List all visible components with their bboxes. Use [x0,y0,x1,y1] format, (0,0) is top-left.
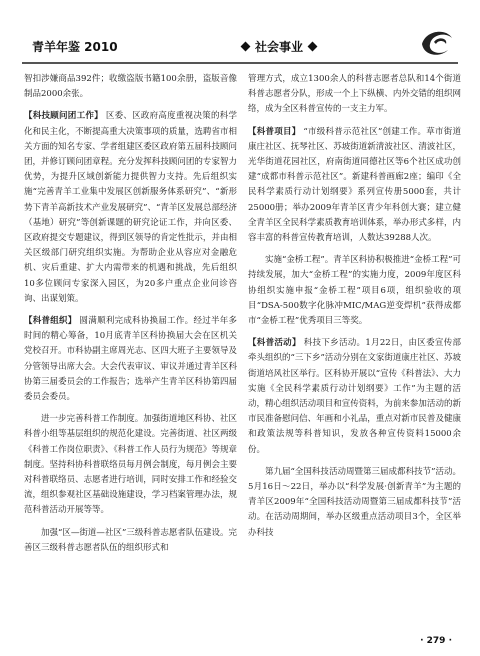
yearbook-title: 青羊年鉴 2010 [32,40,118,54]
paragraph: 第九届“全国科技活动周暨第三届成都科技节”活动。5月16日～22日，举办以“科学发展·创新青羊”为主题的青羊区2009年“全国科技活动周暨第三届成都科技节”活动。在活动周期间，举办区级重点活动项目3个，全区举办科技 [248,466,461,538]
paragraph-science-advisory [24,109,237,307]
paragraph: 进一步完善科普工作制度。加强街道地区科协、社区科普小组等基层组织的规范化建设。完善街道、社区两级《科普工作岗位职责》、《科普工作人员行为规范》等规章制度。坚持科协科普联络员每月例会制度，每月例会主要对科普联络员、志愿者进行培训，同时安排工作和经验交流，组织参观社区基础设施建设，学习档案管理办法，规范科普活动开展等等。 [24,414,237,516]
paragraph-science-org [24,314,237,405]
heading-science-org: 【科普组织】 [24,316,77,327]
paragraph-science-activities [248,336,461,458]
paragraph-text: 科技下乡活动。1月22日，由区委宣传部牵头组织的“三下乡”活动分别在文家街道康庄社区、苏坡街道培风社区举行。区科协开展以“宣传《科普法》、大力实施《全民科学素质行动计划纲要》工作”为主题的活动，精心组织活动项目和宣传资料，为前来参加活动的新市民准备慰问信、年画和小礼品，重点对新市民普及健康和政策法规等科普知识，发放各种宣传资料15000余份。 [248,338,461,455]
paragraph-text: 区委、区政府高度重视决策的科学化和民主化，不断提高重大决策事项的质量，选聘省市相关方面的知名专家、学者组建区委区政府第五届科技顾问团，并修订顾问团章程。充分发挥科技顾问团的专家智力优势，为提升区域创新能力提供智力支持。先后组织实施“完善青羊工业集中发展区创新服务体系研究”、“新形势下青羊高新技术产业发展研究”、“青羊区发展总部经济（基地）研究”等创新课题的研究论证工作，并向区委、区政府提交专题建议，得到区领导的肯定性批示，并由相关区级部门研究组织实施。为帮助企业从容应对金融危机、灾后重建、扩大内需带来的机遇和挑战，先后组织10多位顾问专家深入园区，为20多户重点企业问诊咨询、出谋划策。 [24,111,237,304]
left-column [24,72,237,563]
page-header [22,30,458,58]
page-number: · 279 · [420,636,452,646]
heading-science-activities: 【科普活动】 [248,338,301,349]
heading-science-advisory: 【科技顾问团工作】 [24,111,103,122]
diamond-icon [308,42,318,52]
diamond-icon [241,42,251,52]
yearbook-logo-icon [416,24,458,60]
paragraph-text: “市级科普示范社区”创建工作。草市街道康庄社区、抚琴社区、苏坡街道新清波社区、清波社区，光华街道花园社区，府南街道同德社区等6个社区成功创建“成都市科普示范社区”。新建科普画廊2座；编印《全民科学素质行动计划纲要》系列宣传册5000套，共计25000册；举办2009年青羊区青少年科创大赛；建立健全青羊区全民科学素质教育培训体系，举办形式多样，内容丰富的科普宣传教育培训，人数达39288人次。 [248,126,461,244]
section-title [242,38,316,55]
heading-science-projects: 【科普项目】 [248,126,301,137]
header-rule [22,62,458,64]
paragraph-text: 圆满顺利完成科协换届工作。经过半年多时间的精心筹备，10月底青羊区科协换届大会在区机关党校召开。市科协副主席周光志、区四大班子主要领导及分管领导出席大会。大会代表审议、审议并通过青羊区科协第三届委员会的工作报告；选举产生青羊区科协第四届委员会委员。 [24,316,237,403]
paragraph: 加强“区—街道—社区”三级科普志愿者队伍建设。完善区三级科普志愿者队伍的组织形式和 [24,527,237,553]
paragraph: 实施“金桥工程”。青羊区科协积极推进“金桥工程”可持续发展，加大“金桥工程”的实施力度，2009年度区科协组织实施申报“金桥工程”项目6项，组织验收的项目“DSA-500数字化脉冲MIC/MAG逆变焊机”获得成都市“金桥工程”优秀项目三等奖。 [248,255,461,327]
section-title-text: 社会事业 [255,40,304,54]
paragraph: 智扣涉嫌商品392件；收缴盗版书籍100余册，盗版音像制品2000余张。 [24,74,237,100]
right-column [248,72,461,548]
paragraph: 管理方式，成立1300余人的科普志愿者总队和14个街道科普志愿者分队，形成一个上下纵横、内外交错的组织网络，成为全区科普宣传的一支主力军。 [248,74,461,115]
paragraph-science-projects [248,125,461,247]
